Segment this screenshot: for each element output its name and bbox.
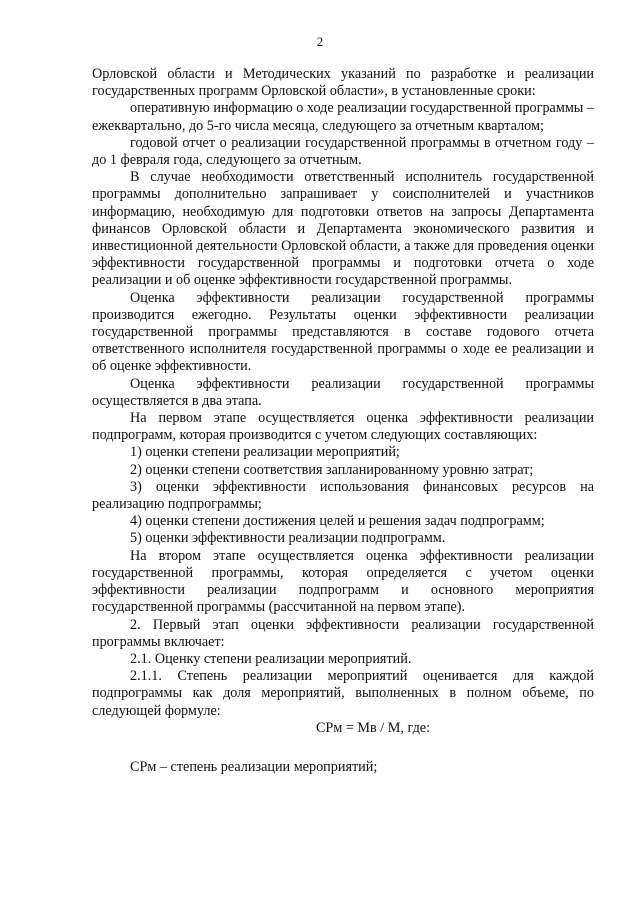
formula: СРм = Мв / М, где: [315,719,431,736]
list-item: 4) оценки степени достижения целей и решения задач подпрограмм; [130,513,545,530]
paragraph-continuation: Орловской области и Методических указаний по разработке и реализации государственных программ Орловской области», в установленные сроки: [92,66,594,100]
paragraph-annual-report: годовой отчет о реализации государственной программы в отчетном году – до 1 февраля года, следующего за отчетным. [92,134,594,169]
document-body [92,66,594,776]
page-number: 2 [316,34,324,49]
list-item: 5) оценки эффективности реализации подпрограмм. [130,530,446,547]
list-item: 2) оценки степени соответствия запланированному уровню затрат; [130,461,534,478]
paragraph-annual-evaluation: Оценка эффективности реализации государственной программы производится ежегодно. Результаты оценки эффективности реализации государственной программы представляются в составе годового отчета ответственного исполнителя государственной программы о ходе ее реализации и об оценке эффективности. [92,289,594,375]
list-item: 3) оценки эффективности использования финансовых ресурсов на реализацию подпрограммы; [92,478,594,513]
paragraph-first-stage: На первом этапе осуществляется оценка эффективности реализации подпрограмм, которая производится с учетом следующих составляющих: [92,410,594,444]
paragraph-second-stage: На втором этапе осуществляется оценка эффективности реализации государственной программы, которая определяется с учетом оценки эффективности реализации подпрограмм и основного мероприятия государственной программы (рассчитанной на первом этапе). [92,547,594,616]
paragraph-operational-info: оперативную информацию о ходе реализации государственной программы – ежеквартально, до 5-го числа месяца, следующего за отчетным кварталом; [92,100,594,134]
section-heading-2-1: 2.1. Оценку степени реализации мероприятий. [130,650,412,667]
spacer [92,737,594,759]
paragraph-additional-requests: В случае необходимости ответственный исполнитель государственной программы дополнительно запрашивает у соисполнителей и участников информацию, необходимую для подготовки ответов на запросы Департамента финансов Орловской области и Департамента экономического развития и инвестиционной деятельности Орловской области, а также для проведения оценки эффективности государственной программы и подготовки отчета о ходе реализации и об оценке эффективности государственной программы. [92,169,594,289]
paragraph-two-stages: Оценка эффективности реализации государственной программы осуществляется в два этапа. [92,375,594,409]
paragraph-2-1-1: 2.1.1. Степень реализации мероприятий оценивается для каждой подпрограммы как доля мероприятий, выполненных в полном объеме, по следующей формуле: [92,668,594,719]
list-item: 1) оценки степени реализации мероприятий; [130,444,400,461]
definition: СРм – степень реализации мероприятий; [130,758,378,775]
section-heading-2: 2. Первый этап оценки эффективности реализации государственной программы включает: [92,616,594,650]
